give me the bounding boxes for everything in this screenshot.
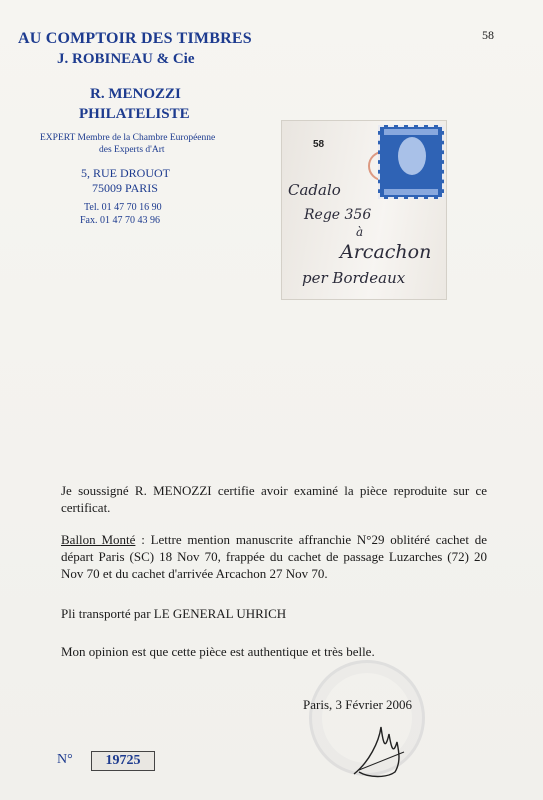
expert-membership-1: EXPERT Membre de la Chambre Européenne [40, 133, 216, 143]
phone-number: Tel. 01 47 70 16 90 [84, 202, 162, 213]
fax-number: Fax. 01 47 70 43 96 [80, 215, 160, 226]
item-description [61, 531, 487, 582]
handwriting-line-3: à [356, 225, 364, 239]
company-name: AU COMPTOIR DES TIMBRES [18, 30, 252, 47]
item-description-text: : Lettre mention manuscrite affranchie N°29 oblitéré cachet de départ Paris (SC) 18 Nov 70, frappée du cachet de passage Luzarches (72) 20 Nov 70 et du cachet d'arrivée Arcachon 27 Nov 70. [61, 532, 488, 581]
certificate-number-top: 58 [482, 28, 494, 42]
stamp-image [378, 125, 444, 199]
address-street: 5, RUE DROUOT [81, 166, 170, 180]
transport-line: Pli transporté par LE GENERAL UHRICH [61, 606, 287, 621]
handwriting-line-4: Arcachon [340, 241, 432, 263]
place-date: Paris, 3 Février 2006 [303, 697, 413, 712]
certificate-number-box: 19725 [91, 751, 155, 771]
item-label: Ballon Monté [61, 532, 136, 547]
expert-name: R. MENOZZI [90, 86, 181, 102]
handwriting-line-5: per Bordeaux [302, 269, 406, 287]
expert-title: PHILATELISTE [79, 106, 190, 122]
portrait-icon [398, 137, 426, 175]
signature-icon [349, 722, 409, 780]
stamp-bottom-band [384, 189, 438, 195]
cover-photo [281, 120, 447, 300]
certification-statement: Je soussigné R. MENOZZI certifie avoir examiné la pièce reproduite sur ce certificat. [61, 483, 487, 515]
handwriting-line-1: Cadalo [288, 181, 341, 199]
handwriting-line-2: Rege 356 [304, 207, 372, 223]
company-subname: J. ROBINEAU & Cie [57, 51, 195, 67]
expert-membership-2: des Experts d'Art [99, 145, 165, 155]
stamp-top-band [384, 129, 438, 135]
address-city: 75009 PARIS [92, 181, 158, 195]
number-label: N° [57, 752, 73, 767]
photo-lot-number: 58 [313, 139, 325, 150]
opinion-line: Mon opinion est que cette pièce est authentique et très belle. [61, 644, 375, 659]
